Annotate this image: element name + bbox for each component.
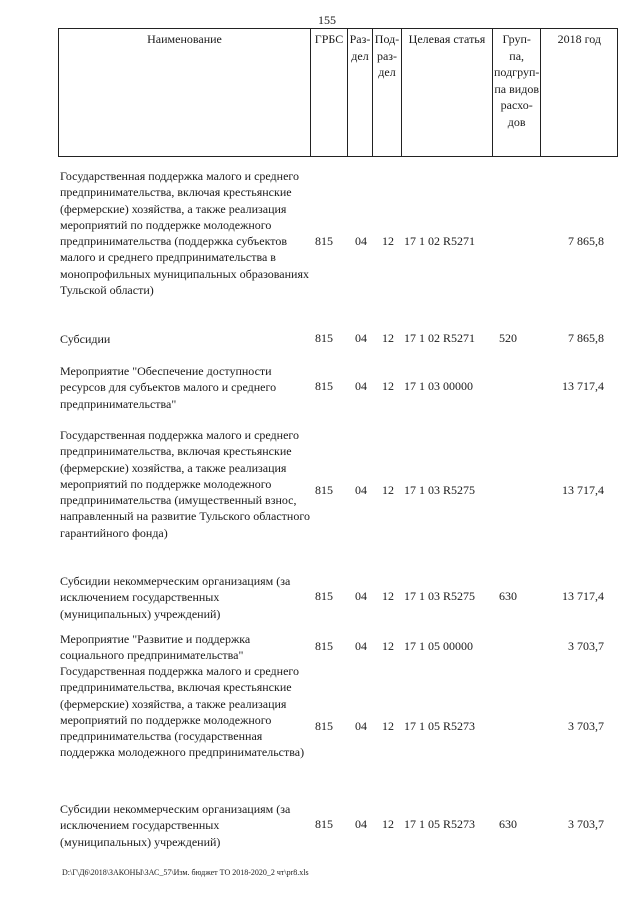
row-target: 17 1 02 R5271: [404, 331, 476, 345]
row-target: 17 1 05 00000: [404, 639, 473, 653]
row-amount: 3 703,7: [568, 719, 604, 733]
file-path-footer: D:\Г\Д6\2018\ЗАКОНЫ\ЗАС_57\Изм. бюджет ТО 2018-2020_2 чт\pr8.xls: [62, 868, 309, 877]
row-amount: 3 703,7: [568, 639, 604, 653]
row-grbs: 815: [315, 719, 333, 733]
row-name: Мероприятие "Обеспечение доступности ресурсов для субъектов малого и среднего предпринимательства": [60, 364, 277, 411]
row-podrazdel: 12: [382, 817, 394, 831]
row-podrazdel: 12: [382, 379, 394, 393]
row-podrazdel: 12: [382, 639, 394, 653]
row-target: 17 1 03 R5275: [404, 589, 476, 603]
row-razdel: 04: [355, 589, 367, 603]
header-name: Наименование: [59, 29, 311, 157]
row-podrazdel: 12: [382, 483, 394, 497]
header-grbs: ГРБС: [311, 29, 348, 157]
row-grbs: 815: [315, 234, 333, 248]
row-vid: 630: [499, 817, 517, 831]
row-podrazdel: 12: [382, 719, 394, 733]
row-amount: 3 703,7: [568, 817, 604, 831]
row-target: 17 1 02 R5271: [404, 234, 476, 248]
row-razdel: 04: [355, 719, 367, 733]
row-podrazdel: 12: [382, 589, 394, 603]
row-vid: 630: [499, 589, 517, 603]
row-name: Государственная поддержка малого и среднего предпринимательства, включая крестьянские (фермерские) хозяйства, а также реализация мероприятий по поддержке молодежного предпринимательства (поддержка субъектов малого и среднего предпринимательства в монопрофильных муниципальных образованиях Тульской области): [60, 169, 309, 298]
row-razdel: 04: [355, 234, 367, 248]
header-razdel: Раз- дел: [348, 29, 373, 157]
row-name: Государственная поддержка малого и среднего предпринимательства, включая крестьянские (фермерские) хозяйства, а также реализация мероприятий по поддержке молодежного предпринимательства (государственная поддержка молодежного предпринимательства): [60, 664, 305, 760]
row-razdel: 04: [355, 639, 367, 653]
header-year: 2018 год: [541, 29, 618, 157]
row-target: 17 1 05 R5273: [404, 719, 476, 733]
row-podrazdel: 12: [382, 331, 394, 345]
row-razdel: 04: [355, 817, 367, 831]
row-razdel: 04: [355, 331, 367, 345]
row-razdel: 04: [355, 379, 367, 393]
row-amount: 13 717,4: [562, 379, 604, 393]
row-razdel: 04: [355, 483, 367, 497]
row-target: 17 1 03 00000: [404, 379, 473, 393]
row-name: Субсидии некоммерческим организациям (за исключением государственных (муниципальных) учреждений): [60, 574, 291, 621]
header-vid: Груп- па, подгруп- па видов расхо- дов: [493, 29, 541, 157]
row-grbs: 815: [315, 379, 333, 393]
header-target: Целевая статья: [402, 29, 493, 157]
row-grbs: 815: [315, 331, 333, 345]
row-target: 17 1 03 R5275: [404, 483, 476, 497]
row-amount: 7 865,8: [568, 331, 604, 345]
row-name: Субсидии: [60, 332, 111, 346]
row-vid: 520: [499, 331, 517, 345]
row-grbs: 815: [315, 483, 333, 497]
row-grbs: 815: [315, 639, 333, 653]
row-amount: 13 717,4: [562, 589, 604, 603]
row-grbs: 815: [315, 589, 333, 603]
row-target: 17 1 05 R5273: [404, 817, 476, 831]
page-number: 155: [318, 13, 336, 27]
row-name: Субсидии некоммерческим организациям (за исключением государственных (муниципальных) учреждений): [60, 802, 291, 849]
table-header: [58, 28, 618, 157]
row-amount: 7 865,8: [568, 234, 604, 248]
row-name: Мероприятие "Развитие и поддержка социального предпринимательства": [60, 632, 251, 663]
row-grbs: 815: [315, 817, 333, 831]
row-amount: 13 717,4: [562, 483, 604, 497]
row-name: Государственная поддержка малого и среднего предпринимательства, включая крестьянские (фермерские) хозяйства, а также реализация мероприятий по поддержке молодежного предпринимательства (имущественный взнос, направленный на развитие Тульского областного гарантийного фонда): [60, 428, 310, 540]
row-podrazdel: 12: [382, 234, 394, 248]
header-podrazdel: Под- раз- дел: [373, 29, 402, 157]
